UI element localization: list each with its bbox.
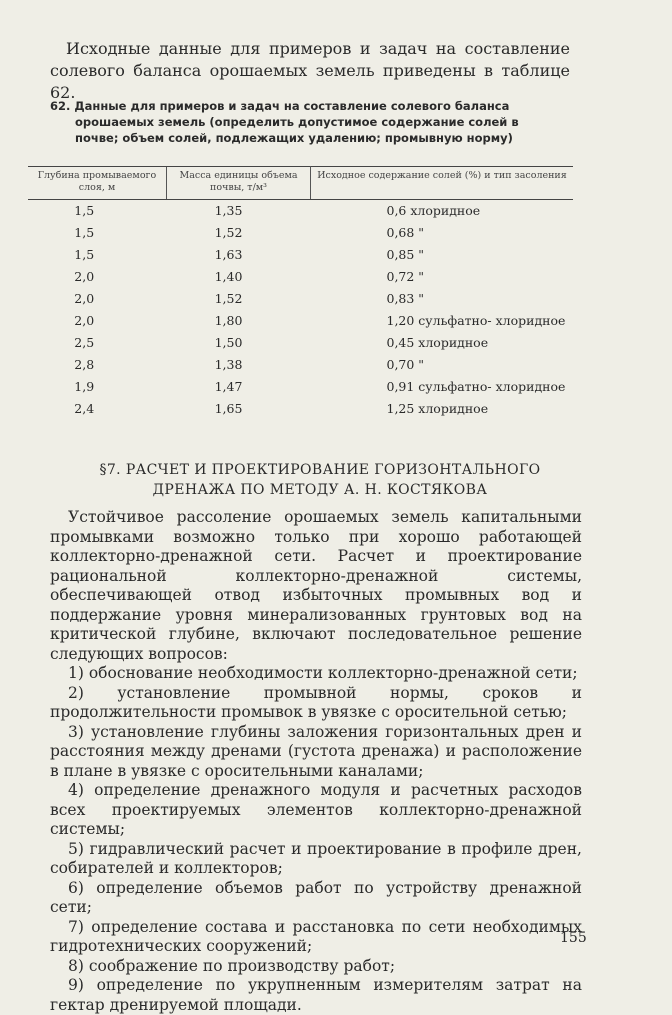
body-paragraph: Устойчивое рассоление орошаемых земель капитальными промывками возможно только при хорошо работающей коллекторно-дренажной сети. Расчет и проектирование рациональной коллекторно-дренажной системы, обеспечивающей отвод избыточных промывных вод и поддержание уровня минерализованных грунтовых вод на критической глубине, включают последовательное решение следующих вопросов: [50, 508, 582, 663]
table-row [28, 288, 573, 310]
list-item: 8) соображение по производству работ; [68, 956, 396, 975]
cell-density: 1,47 [214, 379, 243, 394]
cell-density: 1,40 [214, 269, 243, 284]
cell-density: 1,50 [214, 335, 243, 350]
table-row [28, 266, 573, 288]
section-heading [50, 460, 590, 500]
table-row [28, 222, 573, 244]
cell-depth: 2,0 [74, 291, 95, 306]
cell-salt: 0,6 хлоридное [386, 203, 481, 218]
header-salt-content: Исходное содержание солей (%) и тип засоления [311, 167, 574, 200]
cell-density: 1,38 [214, 357, 243, 372]
cell-depth: 2,5 [74, 335, 95, 350]
cell-depth: 1,5 [74, 203, 95, 218]
table-caption-line-3: почве; объем солей, подлежащих удалению; промывную норму) [75, 131, 513, 145]
cell-depth: 2,4 [74, 401, 95, 416]
list-item: 9) определение по укрупненным измерителям затрат на гектар дренируемой площади. [50, 976, 582, 1014]
table-caption [50, 98, 570, 146]
cell-salt: 1,20 сульфатно- хлоридное [386, 313, 566, 328]
cell-depth: 1,5 [74, 247, 95, 262]
section-heading-line-1: §7. РАСЧЕТ И ПРОЕКТИРОВАНИЕ ГОРИЗОНТАЛЬНОГО [99, 462, 541, 478]
table-header-row [28, 167, 573, 200]
table-number: 62. [50, 99, 71, 113]
list-item: 3) установление глубины заложения горизонтальных дрен и расстояния между дренами (густота дренажа) и расположение в плане в увязке с оросительными каналами; [50, 722, 582, 780]
cell-salt: 0,45 хлоридное [386, 335, 489, 350]
section-heading-line-2: ДРЕНАЖА ПО МЕТОДУ А. Н. КОСТЯКОВА [152, 482, 488, 498]
table-caption-line-2: орошаемых земель (определить допустимое содержание солей в [75, 115, 519, 129]
cell-salt: 0,70 " [386, 357, 425, 372]
intro-paragraph [50, 38, 570, 104]
table-row [28, 310, 573, 332]
page-number: 155 [560, 930, 587, 946]
list-item: 5) гидравлический расчет и проектирование в профиле дрен, собирателей и коллекторов; [50, 839, 582, 877]
cell-density: 1,35 [214, 203, 243, 218]
question-list [50, 664, 582, 1015]
cell-density: 1,63 [214, 247, 243, 262]
list-item: 7) определение состава и расстановка по сети необходимых гидротехнических сооружений; [50, 917, 582, 955]
data-table [28, 166, 573, 420]
cell-salt: 0,83 " [386, 291, 425, 306]
cell-density: 1,52 [214, 291, 243, 306]
cell-depth: 2,0 [74, 313, 95, 328]
cell-depth: 2,8 [74, 357, 95, 372]
cell-depth: 2,0 [74, 269, 95, 284]
cell-density: 1,80 [214, 313, 243, 328]
table-caption-line-1: Данные для примеров и задач на составление солевого баланса [74, 99, 510, 113]
intro-text: Исходные данные для примеров и задач на составление солевого баланса орошаемых земель приведены в таблице 62. [50, 39, 570, 102]
body-text [50, 508, 582, 1015]
list-item: 4) определение дренажного модуля и расчетных расходов всех проектируемых элементов коллекторно-дренажной системы; [50, 781, 582, 838]
table-row [28, 398, 573, 420]
table-row [28, 332, 573, 354]
header-density: Масса единицы объема почвы, т/м³ [167, 167, 311, 200]
list-item: 2) установление промывной нормы, сроков и продолжительности промывок в увязке с оросительной сетью; [50, 683, 582, 721]
header-depth: Глубина промываемого слоя, м [28, 167, 167, 200]
table-row [28, 376, 573, 398]
cell-salt: 1,25 хлоридное [386, 401, 489, 416]
list-item: 1) обоснование необходимости коллекторно-дренажной сети; [68, 664, 578, 682]
cell-density: 1,52 [214, 225, 243, 240]
cell-depth: 1,9 [74, 379, 95, 394]
cell-salt: 0,91 сульфатно- хлоридное [386, 379, 566, 394]
cell-depth: 1,5 [74, 225, 95, 240]
table-row [28, 200, 573, 223]
cell-salt: 0,72 " [386, 269, 425, 284]
table-row [28, 244, 573, 266]
list-item: 6) определение объемов работ по устройству дренажной сети; [50, 878, 582, 916]
cell-salt: 0,68 " [386, 225, 425, 240]
cell-salt: 0,85 " [386, 247, 425, 262]
cell-density: 1,65 [214, 401, 243, 416]
table-row [28, 354, 573, 376]
